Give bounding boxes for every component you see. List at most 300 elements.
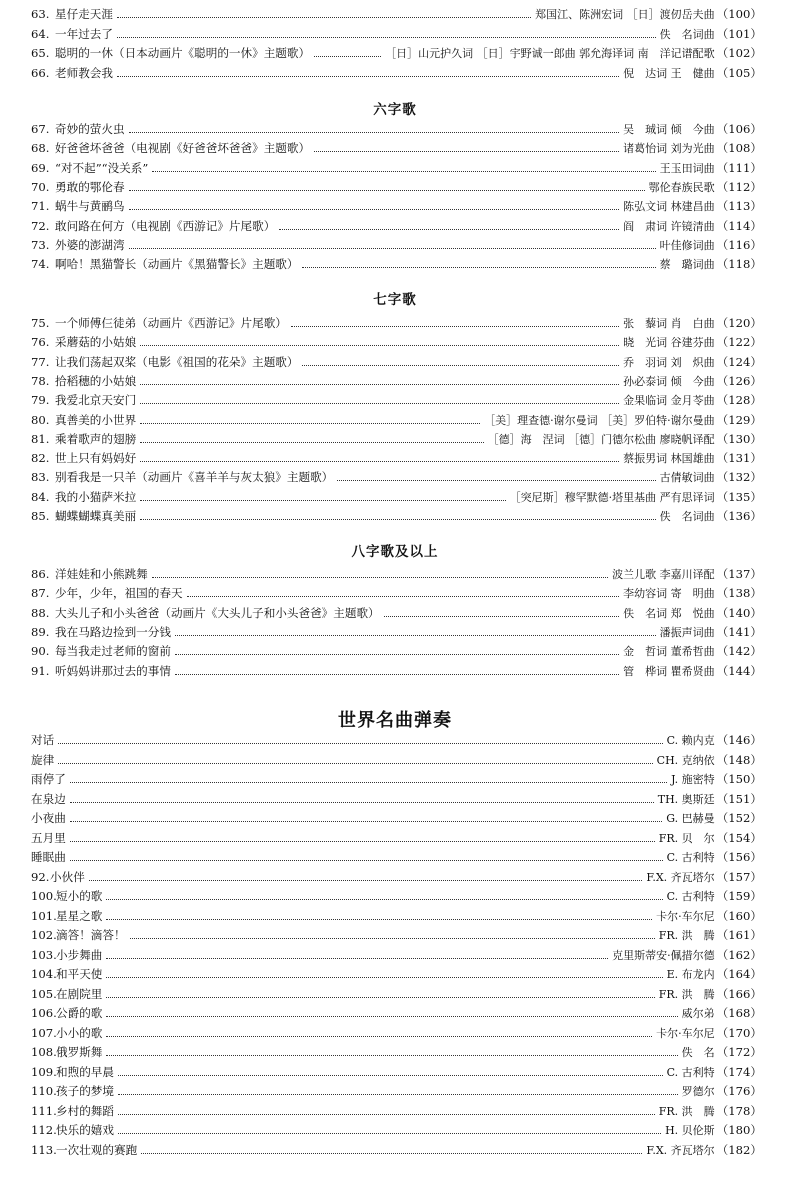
- entry-credit: 金果临词 金月苓曲: [623, 394, 715, 407]
- entry-page-number: （150）: [716, 772, 762, 786]
- entry-number: 102.: [31, 928, 57, 942]
- toc-entry: [0, 1004, 790, 1023]
- entry-page-number: （162）: [716, 948, 762, 962]
- entry-number: 65.: [31, 46, 50, 60]
- entry-title: 一年过去了: [55, 27, 113, 41]
- entry-title: 乘着歌声的翅膀: [55, 432, 137, 446]
- dot-leader: [130, 938, 655, 939]
- entry-page-number: （102）: [716, 46, 762, 60]
- toc-entry: [0, 887, 790, 906]
- toc-entry: [0, 731, 790, 750]
- entry-page-number: （111）: [716, 161, 762, 175]
- dot-leader: [140, 345, 619, 346]
- dot-leader: [70, 821, 662, 822]
- entry-number: 80.: [31, 413, 50, 427]
- toc-entry: [0, 430, 790, 449]
- entry-page-number: （140）: [716, 606, 762, 620]
- dot-leader: [152, 171, 655, 172]
- dot-leader: [302, 267, 655, 268]
- toc-entry: [0, 868, 790, 887]
- toc-entry: [0, 926, 790, 945]
- dot-leader: [70, 860, 663, 861]
- entry-page-number: （113）: [716, 199, 762, 213]
- entry-credit: FR. 洪 腾: [658, 988, 715, 1001]
- entry-title: 让我们荡起双桨（电影《祖国的花朵》主题歌）: [55, 355, 299, 369]
- entry-title: 我的小猫萨米拉: [55, 490, 137, 504]
- entry-title: 俄罗斯舞: [56, 1045, 103, 1059]
- entry-title: 聪明的一休（日本动画片《聪明的一休》主题歌）: [55, 46, 311, 60]
- entry-title: 洋娃娃和小熊跳舞: [55, 567, 148, 581]
- entry-credit: 阎 肃词 许镜清曲: [623, 220, 715, 233]
- toc-entry: [0, 468, 790, 487]
- toc-entry: [0, 372, 790, 391]
- entry-page-number: （100）: [716, 7, 762, 21]
- entry-number: 78.: [31, 374, 50, 388]
- entry-page-number: （174）: [716, 1065, 762, 1079]
- dot-leader: [140, 423, 480, 424]
- entry-number: 109.: [31, 1065, 57, 1079]
- toc-entry: [0, 848, 790, 867]
- entry-page-number: （124）: [716, 355, 762, 369]
- entry-title: 旋律: [31, 753, 55, 767]
- dot-leader: [70, 802, 654, 803]
- dot-leader: [140, 461, 619, 462]
- dot-leader: [106, 977, 662, 978]
- entry-page-number: （180）: [716, 1123, 762, 1137]
- entry-credit: 孙必泰词 倾 今曲: [623, 375, 715, 388]
- entry-number: 89.: [31, 625, 50, 639]
- entry-credit: 李幼容词 寄 明曲: [623, 587, 715, 600]
- entry-number: 64.: [31, 27, 50, 41]
- toc-entry: [0, 236, 790, 255]
- entry-page-number: （105）: [716, 66, 762, 80]
- entry-page-number: （137）: [716, 567, 762, 581]
- entry-page-number: （108）: [716, 141, 762, 155]
- entry-title: 勇敢的鄂伦春: [55, 180, 125, 194]
- dot-leader: [140, 403, 619, 404]
- entry-title: 雨停了: [31, 772, 66, 786]
- dot-leader: [70, 841, 655, 842]
- entry-credit: F.X. 齐瓦塔尔: [646, 1144, 715, 1157]
- dot-leader: [118, 1133, 661, 1134]
- entry-number: 83.: [31, 470, 50, 484]
- entry-credit: G. 巴赫曼: [666, 812, 715, 825]
- entry-title: 快乐的嬉戏: [56, 1123, 114, 1137]
- dot-leader: [140, 442, 484, 443]
- entry-page-number: （148）: [716, 753, 762, 767]
- dot-leader: [118, 1075, 663, 1076]
- dot-leader: [117, 76, 619, 77]
- entry-credit: E. 布龙内: [666, 968, 715, 981]
- toc-entry: [0, 985, 790, 1004]
- entry-title: 睡眠曲: [31, 850, 66, 864]
- entry-credit: 佚 名词曲: [659, 28, 715, 41]
- dot-leader: [140, 519, 656, 520]
- entry-number: 82.: [31, 451, 50, 465]
- toc-entry: [0, 333, 790, 352]
- toc-entry: [0, 217, 790, 236]
- entry-page-number: （176）: [716, 1084, 762, 1098]
- dot-leader: [129, 248, 656, 249]
- entry-credit: 张 藜词 肖 白曲: [623, 317, 715, 330]
- toc-entry: [0, 604, 790, 623]
- entry-credit: 乔 羽词 刘 炽曲: [623, 356, 715, 369]
- entry-number: 70.: [31, 180, 50, 194]
- entry-credit: C. 古利特: [666, 1066, 715, 1079]
- dot-leader: [70, 782, 667, 783]
- toc-entry: [0, 178, 790, 197]
- toc-entry: [0, 1121, 790, 1140]
- dot-leader: [175, 654, 619, 655]
- entry-title: 别看我是一只羊（动画片《喜羊羊与灰太狼》主题歌）: [55, 470, 334, 484]
- entry-title: 蝴蝶蝴蝶真美丽: [55, 509, 137, 523]
- dot-leader: [58, 743, 662, 744]
- entry-credit: C. 古利特: [666, 890, 715, 903]
- dot-leader: [141, 1153, 642, 1154]
- entry-title: 敢问路在何方（电视剧《西游记》片尾歌）: [55, 219, 276, 233]
- entry-number: 63.: [31, 7, 50, 21]
- toc-entry: [0, 25, 790, 44]
- section-heading: 八字歌及以上: [351, 544, 439, 560]
- entry-title: 在泉边: [31, 792, 66, 806]
- toc-entry: [0, 907, 790, 926]
- entry-credit: FR. 贝 尔: [658, 832, 715, 845]
- entry-number: 92.: [31, 870, 50, 884]
- toc-entry: [0, 1141, 790, 1160]
- entry-title: 每当我走过老师的窗前: [55, 644, 171, 658]
- toc-entry: [0, 314, 790, 333]
- entry-page-number: （116）: [716, 238, 762, 252]
- toc-entry: [0, 353, 790, 372]
- toc-entry: [0, 809, 790, 828]
- dot-leader: [117, 37, 656, 38]
- dot-leader: [106, 919, 652, 920]
- entry-page-number: （130）: [716, 432, 762, 446]
- entry-title: 啊哈！黑猫警长（动画片《黑猫警长》主题歌）: [55, 257, 299, 271]
- entry-credit: FR. 洪 腾: [658, 929, 715, 942]
- entry-credit: 吴 珹词 倾 今曲: [623, 123, 715, 136]
- dot-leader: [117, 17, 531, 18]
- dot-leader: [106, 1055, 677, 1056]
- entry-number: 103.: [31, 948, 57, 962]
- entry-title: 我在马路边捡到一分钱: [55, 625, 171, 639]
- entry-title: 真善美的小世界: [55, 413, 137, 427]
- toc-entry: [0, 1024, 790, 1043]
- entry-page-number: （159）: [716, 889, 762, 903]
- entry-page-number: （168）: [716, 1006, 762, 1020]
- toc-entry: [0, 1082, 790, 1101]
- entry-page-number: （164）: [716, 967, 762, 981]
- entry-title: 小小的歌: [56, 1026, 103, 1040]
- entry-credit: J. 施密特: [671, 773, 715, 786]
- entry-title: 滴答！滴答！: [56, 928, 126, 942]
- entry-number: 100.: [31, 889, 57, 903]
- entry-title: 采蘑菇的小姑娘: [55, 335, 137, 349]
- entry-title: 一个师傅仨徒弟（动画片《西游记》片尾歌）: [55, 316, 287, 330]
- entry-credit: 佚 名词 郑 悦曲: [623, 607, 715, 620]
- toc-entry: [0, 829, 790, 848]
- entry-credit: 威尔弟: [681, 1007, 715, 1020]
- toc-entry: [0, 584, 790, 603]
- entry-title: 老师教会我: [55, 66, 113, 80]
- toc-entry: [0, 120, 790, 139]
- entry-page-number: （142）: [716, 644, 762, 658]
- entry-title: 和平天使: [56, 967, 103, 981]
- entry-credit: 古倩敏词曲: [659, 471, 715, 484]
- entry-page-number: （132）: [716, 470, 762, 484]
- toc-entry: [0, 5, 790, 24]
- entry-number: 66.: [31, 66, 50, 80]
- dot-leader: [118, 1114, 655, 1115]
- entry-credit: 蔡 璐词曲: [659, 258, 715, 271]
- entry-credit: C. 古利特: [666, 851, 715, 864]
- entry-number: 84.: [31, 490, 50, 504]
- dot-leader: [279, 229, 619, 230]
- entry-number: 81.: [31, 432, 50, 446]
- entry-credit: 王玉田词曲: [659, 162, 715, 175]
- toc-entry: [0, 391, 790, 410]
- entry-number: 75.: [31, 316, 50, 330]
- entry-credit: 鄂伦春族民歌: [648, 181, 715, 194]
- world-section-heading: 世界名曲弹奏: [338, 710, 452, 731]
- dot-leader: [302, 365, 619, 366]
- entry-number: 79.: [31, 393, 50, 407]
- entry-credit: 管 桦词 瞿希贤曲: [623, 665, 715, 678]
- dot-leader: [106, 997, 654, 998]
- entry-title: 好爸爸坏爸爸（电视剧《好爸爸坏爸爸》主题歌）: [55, 141, 311, 155]
- entry-title: 星星之歌: [56, 909, 103, 923]
- entry-page-number: （122）: [716, 335, 762, 349]
- entry-credit: 陈弘文词 林建昌曲: [623, 200, 715, 213]
- entry-title: 奇妙的萤火虫: [55, 122, 125, 136]
- entry-title: 短小的歌: [56, 889, 103, 903]
- section-heading: 七字歌: [373, 292, 417, 308]
- entry-credit: TH. 奥斯廷: [657, 793, 715, 806]
- entry-page-number: （129）: [716, 413, 762, 427]
- entry-title: 小步舞曲: [56, 948, 103, 962]
- entry-title: 在剧院里: [56, 987, 103, 1001]
- entry-page-number: （126）: [716, 374, 762, 388]
- entry-title: 世上只有妈妈好: [55, 451, 137, 465]
- entry-number: 107.: [31, 1026, 57, 1040]
- entry-title: 大头儿子和小头爸爸（动画片《大头儿子和小头爸爸》主题歌）: [55, 606, 380, 620]
- toc-entry: [0, 770, 790, 789]
- entry-credit: ［日］山元护久词 ［日］宇野诚一郎曲 郭允海译词 南 洋记谱配歌: [385, 47, 715, 60]
- dot-leader: [129, 209, 620, 210]
- toc-entry: [0, 255, 790, 274]
- entry-title: 公爵的歌: [56, 1006, 103, 1020]
- entry-page-number: （136）: [716, 509, 762, 523]
- toc-entry: [0, 642, 790, 661]
- entry-page-number: （154）: [716, 831, 762, 845]
- toc-entry: [0, 790, 790, 809]
- entry-title: “对不起”“没关系”: [55, 161, 149, 175]
- entry-number: 69.: [31, 161, 50, 175]
- entry-number: 101.: [31, 909, 57, 923]
- dot-leader: [314, 151, 619, 152]
- entry-number: 73.: [31, 238, 50, 252]
- entry-number: 71.: [31, 199, 50, 213]
- entry-page-number: （106）: [716, 122, 762, 136]
- entry-credit: H. 贝伦斯: [665, 1124, 715, 1137]
- entry-page-number: （170）: [716, 1026, 762, 1040]
- entry-page-number: （156）: [716, 850, 762, 864]
- entry-title: 对话: [31, 733, 55, 747]
- entry-title: 一次壮观的赛跑: [56, 1143, 138, 1157]
- entry-page-number: （118）: [716, 257, 762, 271]
- entry-number: 110.: [31, 1084, 57, 1098]
- entry-credit: 佚 名: [681, 1046, 715, 1059]
- dot-leader: [89, 880, 643, 881]
- entry-page-number: （138）: [716, 586, 762, 600]
- entry-page-number: （120）: [716, 316, 762, 330]
- entry-page-number: （144）: [716, 664, 762, 678]
- dot-leader: [140, 500, 506, 501]
- entry-number: 77.: [31, 355, 50, 369]
- toc-entry: [0, 44, 790, 63]
- dot-leader: [106, 958, 608, 959]
- toc-entry: [0, 1102, 790, 1121]
- entry-number: 90.: [31, 644, 50, 658]
- entry-page-number: （157）: [716, 870, 762, 884]
- toc-entry: [0, 159, 790, 178]
- dot-leader: [152, 577, 608, 578]
- dot-leader: [291, 326, 619, 327]
- dot-leader: [118, 1094, 678, 1095]
- entry-page-number: （160）: [716, 909, 762, 923]
- entry-credit: 蔡振男词 林国雄曲: [623, 452, 715, 465]
- entry-number: 72.: [31, 219, 50, 233]
- entry-credit: C. 赖内克: [666, 734, 715, 747]
- entry-page-number: （135）: [716, 490, 762, 504]
- dot-leader: [106, 899, 662, 900]
- entry-credit: ［美］理查德·谢尔曼词 ［美］罗伯特·谢尔曼曲: [484, 414, 715, 427]
- dot-leader: [384, 616, 620, 617]
- entry-credit: FR. 洪 腾: [658, 1105, 715, 1118]
- entry-credit: 佚 名词曲: [659, 510, 715, 523]
- entry-page-number: （152）: [716, 811, 762, 825]
- entry-number: 67.: [31, 122, 50, 136]
- toc-entry: [0, 565, 790, 584]
- entry-page-number: （114）: [716, 219, 762, 233]
- entry-number: 88.: [31, 606, 50, 620]
- entry-title: 外婆的澎湖湾: [55, 238, 125, 252]
- dot-leader: [187, 596, 620, 597]
- entry-title: 小伙伴: [50, 870, 85, 884]
- entry-credit: 金 哲词 董希哲曲: [623, 645, 715, 658]
- entry-number: 85.: [31, 509, 50, 523]
- dot-leader: [337, 480, 655, 481]
- entry-number: 68.: [31, 141, 50, 155]
- entry-page-number: （161）: [716, 928, 762, 942]
- toc-entry: [0, 197, 790, 216]
- toc-entry: [0, 965, 790, 984]
- entry-number: 106.: [31, 1006, 57, 1020]
- entry-number: 87.: [31, 586, 50, 600]
- entry-title: 五月里: [31, 831, 66, 845]
- toc-entry: [0, 751, 790, 770]
- entry-page-number: （166）: [716, 987, 762, 1001]
- toc-entry: [0, 449, 790, 468]
- entry-number: 111.: [31, 1104, 57, 1118]
- entry-page-number: （101）: [716, 27, 762, 41]
- entry-credit: CH. 克纳依: [656, 754, 715, 767]
- section-heading: 六字歌: [373, 102, 417, 118]
- entry-number: 86.: [31, 567, 50, 581]
- entry-number: 113.: [31, 1143, 57, 1157]
- entry-title: 少年，少年，祖国的春天: [55, 586, 183, 600]
- entry-credit: 郑国江、陈洲宏词 ［日］渡仞岳夫曲: [535, 8, 715, 21]
- entry-page-number: （112）: [716, 180, 762, 194]
- dot-leader: [129, 132, 620, 133]
- entry-credit: 诸葛怡词 刘为光曲: [623, 142, 715, 155]
- toc-entry: [0, 1063, 790, 1082]
- entry-number: 91.: [31, 664, 50, 678]
- dot-leader: [58, 763, 652, 764]
- entry-credit: 克里斯蒂安·佩措尔德: [612, 949, 715, 962]
- entry-credit: 晓 光词 谷建芬曲: [623, 336, 715, 349]
- entry-title: 孩子的梦境: [56, 1084, 114, 1098]
- toc-entry: [0, 946, 790, 965]
- entry-number: 112.: [31, 1123, 57, 1137]
- entry-number: 76.: [31, 335, 50, 349]
- toc-entry: [0, 139, 790, 158]
- entry-credit: ［突尼斯］穆罕默德·塔里基曲 严有思译词: [509, 491, 715, 504]
- dot-leader: [175, 635, 656, 636]
- entry-title: 蜗牛与黄鹂鸟: [55, 199, 125, 213]
- entry-credit: F.X. 齐瓦塔尔: [646, 871, 715, 884]
- entry-credit: 波兰儿歌 李嘉川译配: [612, 568, 715, 581]
- entry-page-number: （131）: [716, 451, 762, 465]
- entry-page-number: （146）: [716, 733, 762, 747]
- entry-page-number: （151）: [716, 792, 762, 806]
- entry-title: 星仔走天涯: [55, 7, 113, 21]
- toc-entry: [0, 411, 790, 430]
- dot-leader: [314, 56, 381, 57]
- toc-entry: [0, 64, 790, 83]
- entry-number: 105.: [31, 987, 57, 1001]
- dot-leader: [175, 674, 619, 675]
- entry-credit: 卡尔·车尔尼: [656, 1027, 715, 1040]
- entry-page-number: （178）: [716, 1104, 762, 1118]
- entry-credit: 叶佳修词曲: [659, 239, 715, 252]
- entry-title: 和煦的早晨: [56, 1065, 114, 1079]
- entry-credit: 倪 达词 王 健曲: [623, 67, 715, 80]
- toc-entry: [0, 623, 790, 642]
- entry-title: 我爱北京天安门: [55, 393, 137, 407]
- entry-credit: 罗德尔: [681, 1085, 715, 1098]
- entry-page-number: （128）: [716, 393, 762, 407]
- entry-page-number: （182）: [716, 1143, 762, 1157]
- entry-title: 乡村的舞蹈: [56, 1104, 114, 1118]
- toc-entry: [0, 662, 790, 681]
- dot-leader: [129, 190, 645, 191]
- entry-number: 74.: [31, 257, 50, 271]
- entry-page-number: （172）: [716, 1045, 762, 1059]
- entry-credit: 卡尔·车尔尼: [656, 910, 715, 923]
- toc-entry: [0, 488, 790, 507]
- toc-entry: [0, 507, 790, 526]
- dot-leader: [106, 1036, 652, 1037]
- entry-page-number: （141）: [716, 625, 762, 639]
- entry-number: 104.: [31, 967, 57, 981]
- entry-number: 108.: [31, 1045, 57, 1059]
- entry-credit: ［德］海 涅词 ［德］门德尔松曲 廖晓帆译配: [487, 433, 715, 446]
- entry-title: 拾稻穗的小姑娘: [55, 374, 137, 388]
- dot-leader: [140, 384, 619, 385]
- toc-entry: [0, 1043, 790, 1062]
- entry-credit: 潘振声词曲: [659, 626, 715, 639]
